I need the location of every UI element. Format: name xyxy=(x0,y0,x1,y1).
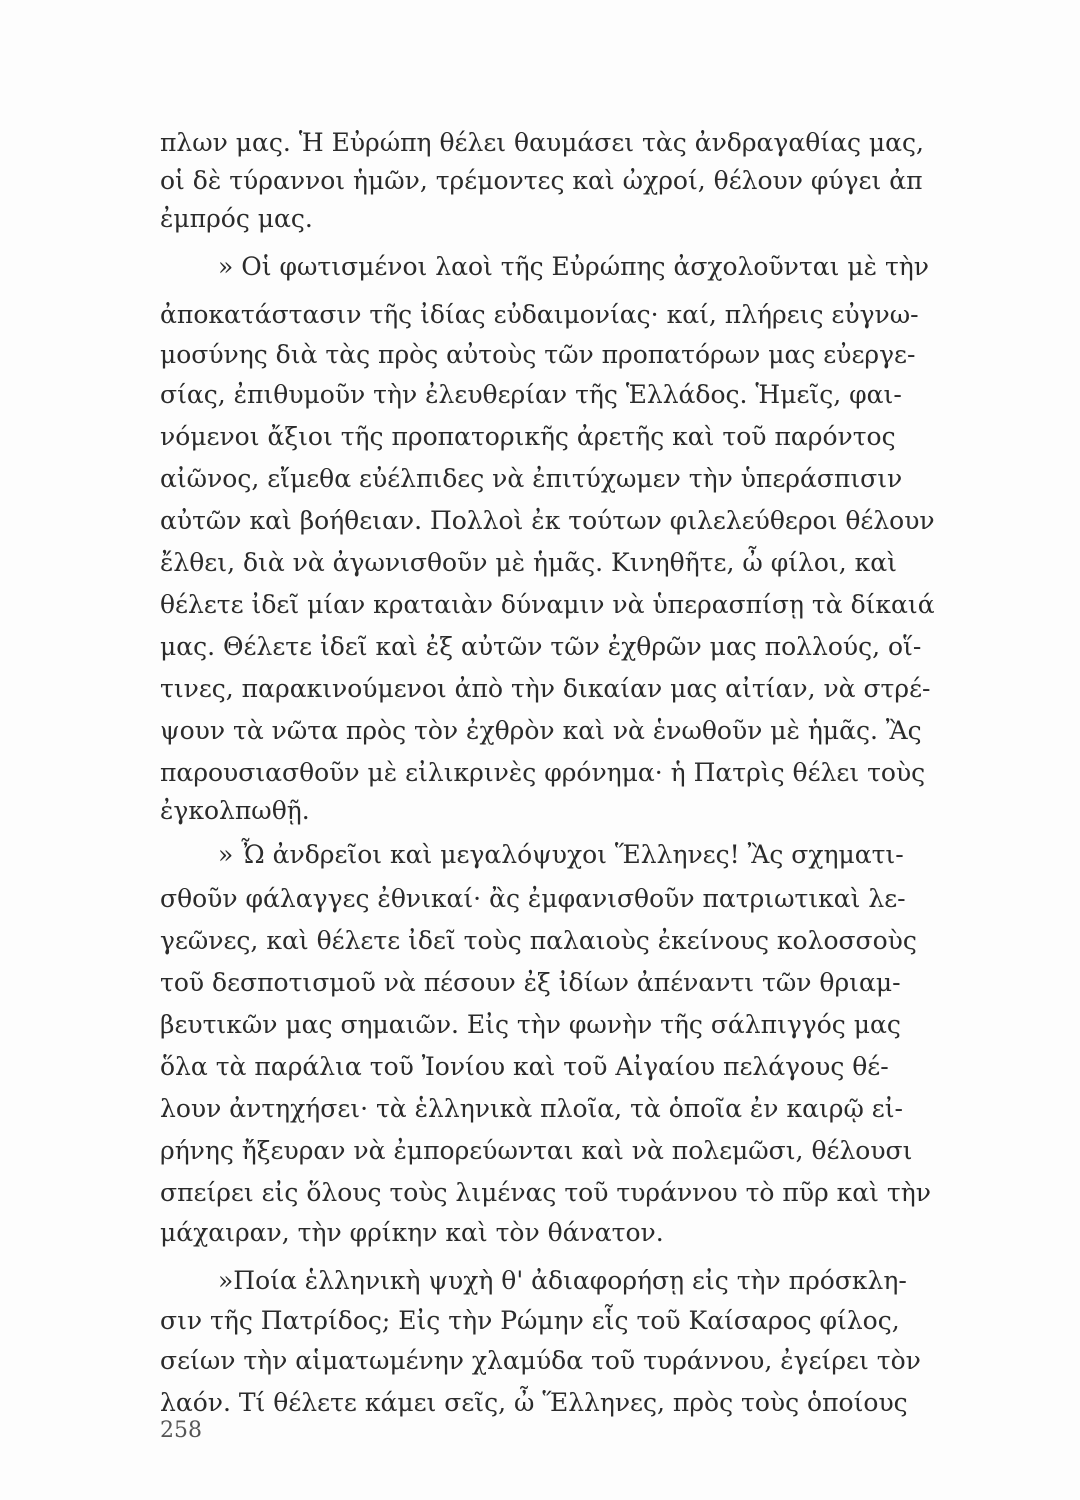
text-line: μοσύνης διὰ τὰς πρὸς αὐτοὺς τῶν προπατόρων μας εὐεργε- xyxy=(160,340,916,369)
text-line: μας. Θέλετε ἰδεῖ καὶ ἐξ αὐτῶν τῶν ἐχθρῶν μας πολλούς, οἵ- xyxy=(160,632,922,661)
text-line: »Ποία ἑλληνικὴ ψυχὴ θ' ἀδιαφορήσῃ εἰς τὴν πρόσκλη- xyxy=(218,1266,907,1295)
text-line: σπείρει εἰς ὅλους τοὺς λιμένας τοῦ τυράννου τὸ πῦρ καὶ τὴν xyxy=(160,1178,931,1207)
text-line: λουν ἀντηχήσει· τὰ ἑλληνικὰ πλοῖα, τὰ ὁποῖα ἐν καιρῷ εἰ- xyxy=(160,1094,903,1123)
text-line: ἐγκολπωθῇ. xyxy=(160,796,310,825)
text-line: αὐτῶν καὶ βοήθειαν. Πολλοὶ ἐκ τούτων φιλελεύθεροι θέλουν xyxy=(160,506,935,535)
text-line: θέλετε ἰδεῖ μίαν κραταιὰν δύναμιν νὰ ὑπερασπίσῃ τὰ δίκαιά xyxy=(160,590,935,619)
text-line: νόμενοι ἄξιοι τῆς προπατορικῆς ἀρετῆς καὶ τοῦ παρόντος xyxy=(160,422,896,451)
text-line: παρουσιασθοῦν μὲ εἰλικρινὲς φρόνημα· ἡ Πατρὶς θέλει τοὺς xyxy=(160,758,926,787)
text-line: οἱ δὲ τύραννοι ἡμῶν, τρέμοντες καὶ ὠχροί, θέλουν φύγει ἀπ xyxy=(160,166,923,195)
text-line: σίας, ἐπιθυμοῦν τὴν ἐλευθερίαν τῆς Ἑλλάδος. Ἡμεῖς, φαι- xyxy=(160,380,902,409)
text-line: πλων μας. Ἡ Εὐρώπη θέλει θαυμάσει τὰς ἀνδραγαθίας μας, xyxy=(160,128,925,157)
text-line: ὅλα τὰ παράλια τοῦ Ἰονίου καὶ τοῦ Αἰγαίου πελάγους θέ- xyxy=(160,1052,889,1081)
text-line: αἰῶνος, εἴμεθα εὐέλπιδες νὰ ἐπιτύχωμεν τὴν ὑπεράσπισιν xyxy=(160,464,903,493)
text-line: μάχαιραν, τὴν φρίκην καὶ τὸν θάνατον. xyxy=(160,1218,664,1247)
text-line: τοῦ δεσποτισμοῦ νὰ πέσουν ἐξ ἰδίων ἀπέναντι τῶν θριαμ- xyxy=(160,968,901,997)
text-line: λαόν. Τί θέλετε κάμει σεῖς, ὦ Ἕλληνες, πρὸς τοὺς ὁποίους xyxy=(160,1388,908,1417)
text-line: ἐμπρός μας. xyxy=(160,204,313,233)
text-line: σιν τῆς Πατρίδος; Εἰς τὴν Ρώμην εἷς τοῦ Καίσαρος φίλος, xyxy=(160,1306,900,1335)
text-line: ἔλθει, διὰ νὰ ἀγωνισθοῦν μὲ ἡμᾶς. Κινηθῆτε, ὦ φίλοι, καὶ xyxy=(160,548,897,577)
text-line: βευτικῶν μας σημαιῶν. Εἰς τὴν φωνὴν τῆς σάλπιγγός μας xyxy=(160,1010,901,1039)
text-line: σείων τὴν αἱματωμένην χλαμύδα τοῦ τυράννου, ἐγείρει τὸν xyxy=(160,1346,921,1375)
page-number: 258 xyxy=(160,1418,202,1443)
text-line: γεῶνες, καὶ θέλετε ἰδεῖ τοὺς παλαιοὺς ἐκείνους κολοσσοὺς xyxy=(160,926,917,955)
text-line: » Ὦ ἀνδρεῖοι καὶ μεγαλόψυχοι Ἕλληνες! Ἂς σχηματι- xyxy=(218,840,904,869)
text-line: τινες, παρακινούμενοι ἀπὸ τὴν δικαίαν μας αἰτίαν, νὰ στρέ- xyxy=(160,674,931,703)
text-line: ἀποκατάστασιν τῆς ἰδίας εὐδαιμονίας· καί, πλήρεις εὐγνω- xyxy=(160,300,919,329)
text-line: σθοῦν φάλαγγες ἐθνικαί· ἂς ἐμφανισθοῦν πατριωτικαὶ λε- xyxy=(160,884,906,913)
text-line: » Οἱ φωτισμένοι λαοὶ τῆς Εὐρώπης ἀσχολοῦνται μὲ τὴν xyxy=(218,252,929,281)
text-line: ρήνης ἤξευραν νὰ ἐμπορεύωνται καὶ νὰ πολεμῶσι, θέλουσι xyxy=(160,1136,913,1165)
text-line: ψουν τὰ νῶτα πρὸς τὸν ἐχθρὸν καὶ νὰ ἑνωθοῦν μὲ ἡμᾶς. Ἂς xyxy=(160,716,922,745)
